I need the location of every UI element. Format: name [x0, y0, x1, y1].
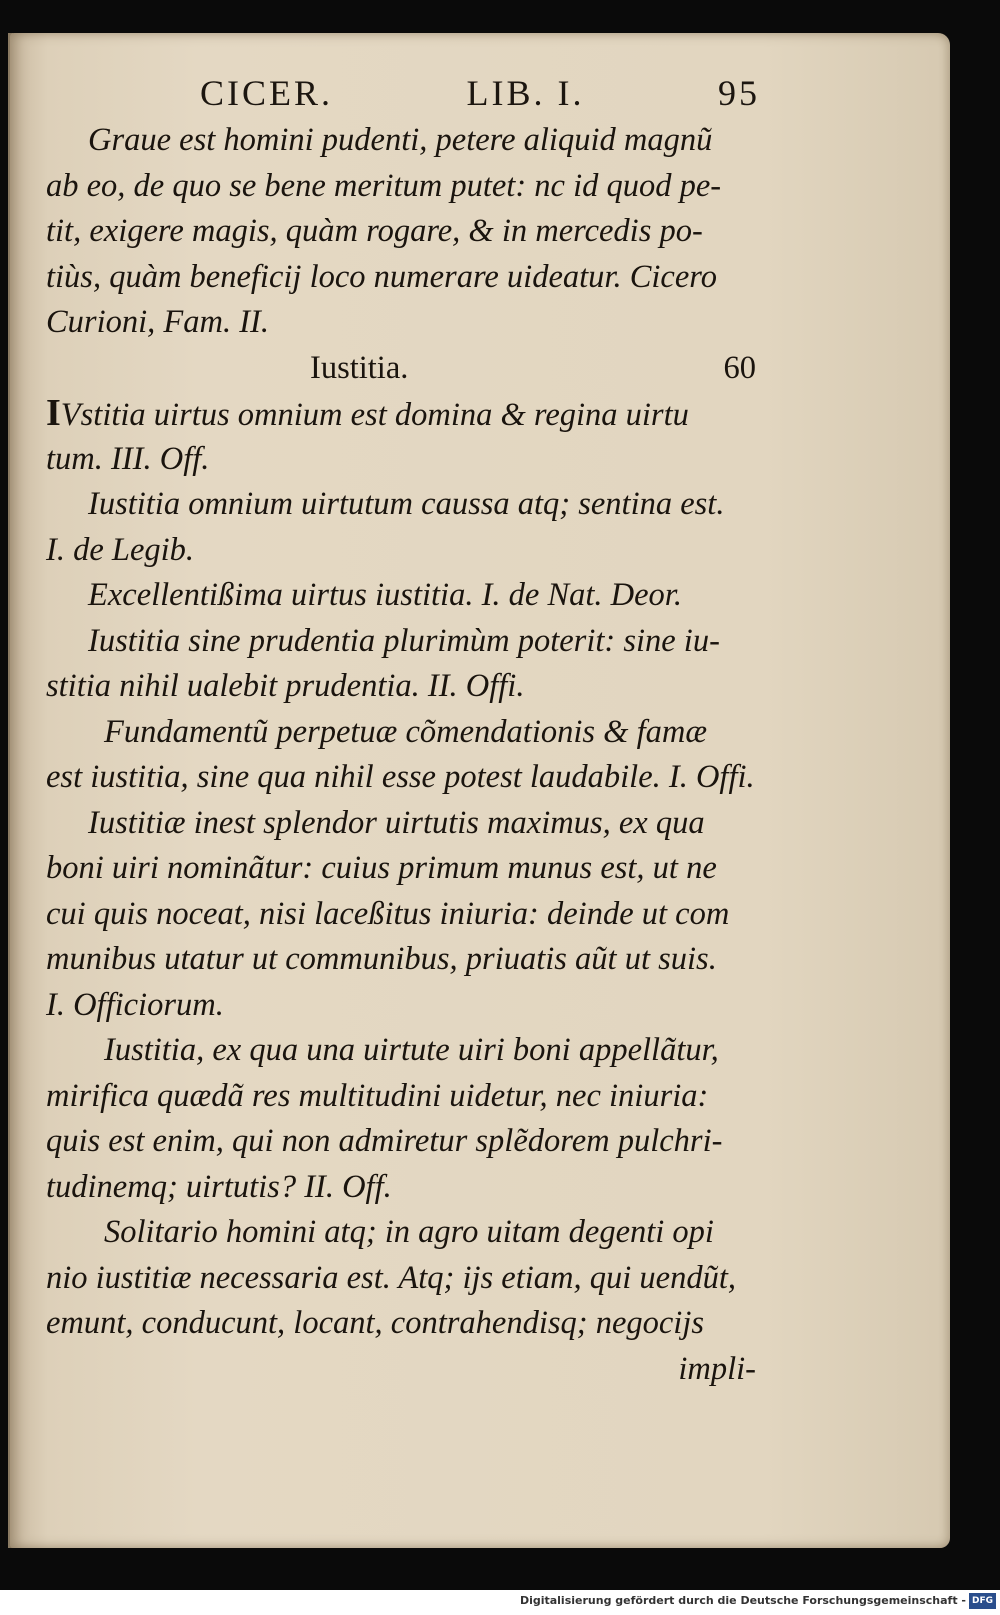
text-line: munibus utatur ut communibus, priuatis aũt ut suis. [46, 941, 717, 977]
text-line: stitia nihil ualebit prudentia. II. Offi. [46, 668, 525, 704]
page-number: 95 [718, 73, 760, 113]
initial-capital: I [46, 392, 61, 434]
text-line: tiùs, quàm beneficij loco numerare uideatur. Cicero [46, 258, 717, 295]
text-line: Solitario homini atq; in agro uitam degenti opi [104, 1214, 714, 1250]
text-line: tit, exigere magis, quàm rogare, & in mercedis po- [46, 213, 703, 249]
text-line: Iustitia sine prudentia plurimùm poterit: sine iu- [88, 622, 720, 659]
funding-notice: Digitalisierung gefördert durch die Deutsche Forschungsgemeinschaft - [519, 1594, 966, 1607]
text-line: cui quis noceat, nisi laceßitus iniuria: deinde ut com [46, 895, 730, 932]
running-head-book: LIB. I. [466, 73, 585, 113]
text-line: Excellentißima uirtus iustitia. I. de Nat. Deor. [88, 577, 682, 613]
text-line: nio iustitiæ necessaria est. Atq; ijs etiam, qui uendũt, [46, 1259, 736, 1296]
running-head-author: CICER. [200, 73, 334, 113]
text-line: Graue est homini pudenti, petere aliquid magnũ [88, 122, 713, 158]
text-line: est iustitia, sine qua nihil esse potest laudabile. I. Offi. [46, 759, 755, 795]
text-line: I. Officiorum. [46, 986, 224, 1023]
text-line: emunt, conducunt, locant, contrahendisq; negocijs [46, 1305, 704, 1341]
text-line: boni uiri nominãtur: cuius primum munus est, ut ne [46, 850, 717, 886]
section-heading [46, 346, 756, 392]
text-line [46, 391, 756, 437]
text-line: Curioni, Fam. II. [46, 304, 269, 340]
running-head [200, 72, 760, 114]
text-line: tum. III. Off. [46, 440, 210, 477]
body-text [46, 118, 756, 1392]
text-line: I. de Legib. [46, 531, 195, 568]
section-heading-title: Iustitia. [310, 349, 409, 386]
text-line: quis est enim, qui non admiretur splẽdorem pulchri- [46, 1123, 723, 1159]
dfg-logo-icon: DFG [969, 1593, 996, 1609]
section-heading-number: 60 [723, 349, 756, 386]
text-line: Iustitia omnium uirtutum caussa atq; sentina est. [88, 486, 725, 522]
catchword: impli- [678, 1350, 756, 1387]
text-line: Iustitia, ex qua una uirtute uiri boni appellãtur, [104, 1032, 719, 1068]
footer-bar [0, 1590, 1000, 1615]
text-line: Iustitiæ inest splendor uirtutis maximus, ex qua [88, 804, 705, 841]
text-line: mirifica quædã res multitudini uidetur, nec iniuria: [46, 1077, 709, 1114]
text-line: tudinemq; uirtutis? II. Off. [46, 1168, 392, 1205]
text-line: ab eo, de quo se bene meritum putet: nc id quod pe- [46, 167, 722, 204]
text-line: Fundamentũ perpetuæ cõmendationis & famæ [104, 713, 707, 750]
text-line-rest: Vstitia uirtus omnium est domina & regina uirtu [60, 397, 689, 433]
